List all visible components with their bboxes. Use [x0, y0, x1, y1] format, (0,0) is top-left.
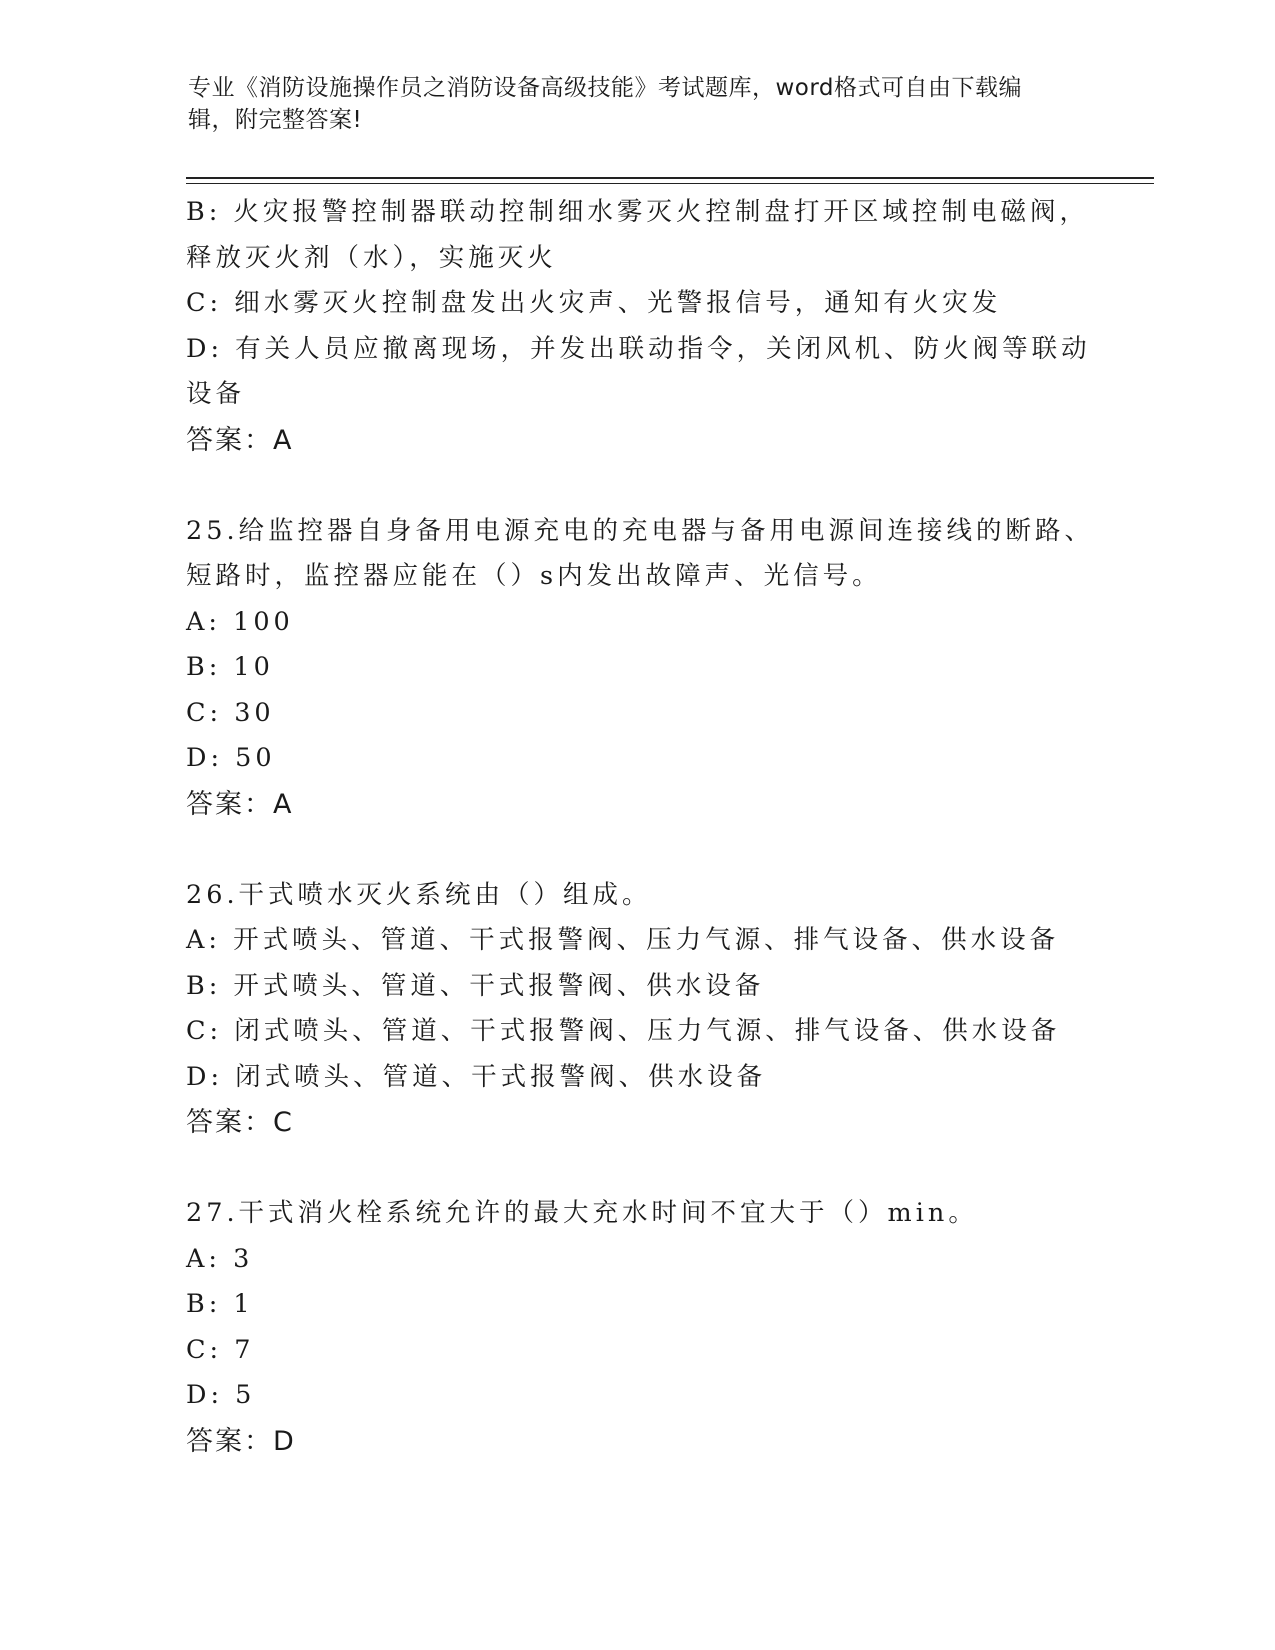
question-25 — [186, 509, 1095, 828]
option-a: A: 3 — [186, 1243, 254, 1274]
answer: 答案：C — [186, 1107, 294, 1138]
header-line-2: 辑，附完整答案! — [188, 107, 363, 133]
option-a: A: 开式喷头、管道、干式报警阀、压力气源、排气设备、供水设备 — [186, 925, 1060, 955]
question-27 — [186, 1191, 1086, 1464]
question-content — [186, 190, 1095, 1464]
option-b-line-1: B: 火灾报警控制器联动控制细水雾灭火控制盘打开区域控制电磁阀， — [186, 197, 1089, 227]
option-a: A: 100 — [186, 606, 294, 637]
option-c: C: 闭式喷头、管道、干式报警阀、压力气源、排气设备、供水设备 — [186, 1016, 1061, 1046]
answer: 答案：A — [186, 424, 294, 456]
header-line-1: 专业《消防设施操作员之消防设备高级技能》考试题库，word格式可自由下载编 — [188, 75, 1023, 101]
question-26 — [186, 873, 1086, 1146]
header-divider-thick — [186, 177, 1154, 179]
option-c: C: 7 — [186, 1334, 255, 1365]
option-d: D: 5 — [186, 1380, 256, 1410]
option-d-line-1: D: 有关人员应撤离现场，并发出联动指令，关闭风机、防火阀等联动 — [186, 333, 1091, 364]
answer: 答案：A — [186, 788, 294, 820]
option-b: B: 开式喷头、管道、干式报警阀、供水设备 — [186, 970, 765, 1001]
option-c: C: 细水雾灭火控制盘发出火灾声、光警报信号，通知有火灾发 — [186, 288, 1002, 318]
question-24-continuation — [186, 190, 1091, 463]
question-stem-line-1: 25.给监控器自身备用电源充电的充电器与备用电源间连接线的断路、 — [186, 515, 1095, 546]
option-b: B: 10 — [186, 652, 274, 682]
option-d-line-2: 设备 — [186, 379, 246, 409]
document-header — [188, 72, 1088, 136]
option-b: B: 1 — [186, 1289, 254, 1319]
option-d: D: 闭式喷头、管道、干式报警阀、供水设备 — [186, 1061, 767, 1092]
question-stem-line-2: 短路时，监控器应能在（）s内发出故障声、光信号。 — [186, 561, 882, 591]
option-c: C: 30 — [186, 697, 275, 728]
answer: 答案：D — [186, 1425, 296, 1457]
question-stem: 27.干式消火栓系统允许的最大充水时间不宜大于（）min。 — [186, 1198, 978, 1228]
option-d: D: 50 — [186, 743, 276, 773]
header-divider-thin — [186, 183, 1154, 184]
option-b-line-2: 释放灭火剂（水），实施灭火 — [186, 242, 557, 273]
question-stem: 26.干式喷水灭火系统由（）组成。 — [186, 879, 652, 910]
